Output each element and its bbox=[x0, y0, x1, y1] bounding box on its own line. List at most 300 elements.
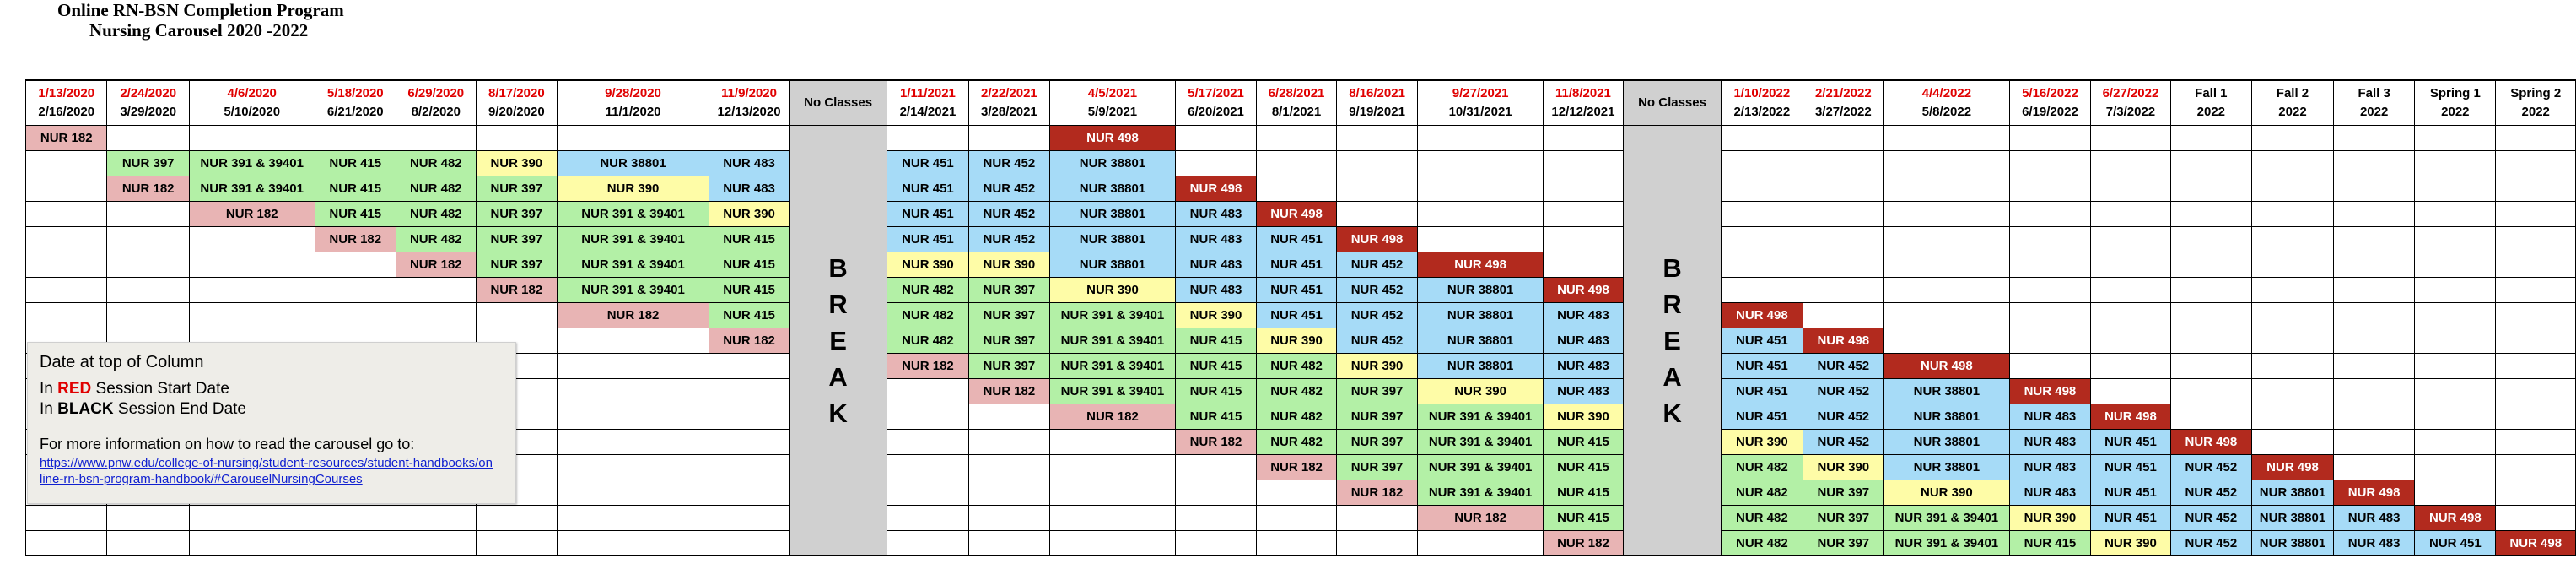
course-cell: NUR 482 bbox=[887, 303, 968, 328]
course-cell: NUR 397 bbox=[1803, 480, 1883, 506]
empty-cell bbox=[2496, 480, 2576, 506]
term-label: 2022 bbox=[2521, 105, 2550, 119]
no-classes-header: No Classes bbox=[1623, 81, 1721, 126]
empty-cell bbox=[2009, 354, 2090, 379]
empty-cell bbox=[2170, 303, 2251, 328]
course-cell: NUR 397 bbox=[1803, 506, 1883, 531]
course-cell: NUR 451 bbox=[887, 176, 968, 202]
course-cell: NUR 452 bbox=[1803, 354, 1883, 379]
course-cell: NUR 397 bbox=[1336, 379, 1417, 404]
empty-cell bbox=[476, 126, 557, 151]
session-header bbox=[709, 81, 790, 126]
empty-cell bbox=[2251, 303, 2333, 328]
session-start-date: 2/24/2020 bbox=[120, 86, 177, 100]
course-cell: NUR 498 bbox=[2251, 455, 2333, 480]
empty-cell bbox=[558, 404, 709, 430]
course-cell: NUR 415 bbox=[1543, 430, 1623, 455]
course-cell: NUR 391 & 39401 bbox=[558, 227, 709, 252]
empty-cell bbox=[1803, 227, 1883, 252]
course-cell: NUR 397 bbox=[1336, 430, 1417, 455]
course-cell: NUR 451 bbox=[2091, 480, 2171, 506]
course-cell: NUR 391 & 39401 bbox=[1884, 531, 2010, 556]
course-cell: NUR 415 bbox=[315, 202, 396, 227]
empty-cell bbox=[2009, 202, 2090, 227]
session-end-date: 6/19/2022 bbox=[2022, 105, 2078, 119]
table-row bbox=[26, 506, 2576, 531]
empty-cell bbox=[1175, 455, 1256, 480]
course-cell: NUR 451 bbox=[2415, 531, 2496, 556]
course-cell: NUR 483 bbox=[2334, 506, 2415, 531]
empty-cell bbox=[1884, 126, 2010, 151]
session-start-date: 6/27/2022 bbox=[2102, 86, 2159, 100]
session-header bbox=[1543, 81, 1623, 126]
empty-cell bbox=[2334, 151, 2415, 176]
course-cell: NUR 390 bbox=[1418, 379, 1544, 404]
empty-cell bbox=[396, 278, 477, 303]
session-header bbox=[315, 81, 396, 126]
empty-cell bbox=[1257, 151, 1337, 176]
empty-cell bbox=[558, 430, 709, 455]
session-end-date: 5/9/2021 bbox=[1087, 105, 1138, 119]
empty-cell bbox=[396, 506, 477, 531]
empty-cell bbox=[2091, 328, 2171, 354]
empty-cell bbox=[2009, 303, 2090, 328]
empty-cell bbox=[2251, 278, 2333, 303]
course-cell: NUR 38801 bbox=[1884, 379, 2010, 404]
empty-cell bbox=[189, 531, 315, 556]
empty-cell bbox=[2251, 176, 2333, 202]
empty-cell bbox=[1884, 202, 2010, 227]
empty-cell bbox=[2009, 227, 2090, 252]
course-cell: NUR 182 bbox=[1543, 531, 1623, 556]
course-cell: NUR 451 bbox=[1257, 278, 1337, 303]
carousel-title: Nursing Carousel 2020 -2022 bbox=[89, 20, 309, 41]
empty-cell bbox=[107, 227, 189, 252]
course-cell: NUR 390 bbox=[1543, 404, 1623, 430]
course-cell: NUR 498 bbox=[1722, 303, 1803, 328]
empty-cell bbox=[1336, 202, 1417, 227]
empty-cell bbox=[2415, 303, 2496, 328]
course-cell: NUR 415 bbox=[1543, 480, 1623, 506]
empty-cell bbox=[1257, 176, 1337, 202]
empty-cell bbox=[2170, 252, 2251, 278]
handbook-link[interactable]: https://www.pnw.edu/college-of-nursing/student-resources/student-handbooks/online-rn-bsn-program-handbook/#CarouselNursingCourses bbox=[40, 456, 493, 486]
course-cell: NUR 498 bbox=[1336, 227, 1417, 252]
session-end-date: 9/20/2020 bbox=[488, 105, 545, 119]
empty-cell bbox=[1803, 202, 1883, 227]
empty-cell bbox=[476, 303, 557, 328]
empty-cell bbox=[1543, 151, 1623, 176]
course-cell: NUR 452 bbox=[2170, 506, 2251, 531]
session-header bbox=[1336, 81, 1417, 126]
course-cell: NUR 391 & 39401 bbox=[1418, 430, 1544, 455]
course-cell: NUR 482 bbox=[1722, 531, 1803, 556]
course-cell: NUR 397 bbox=[968, 354, 1049, 379]
empty-cell bbox=[1050, 480, 1176, 506]
empty-cell bbox=[2415, 227, 2496, 252]
empty-cell bbox=[315, 506, 396, 531]
empty-cell bbox=[709, 354, 790, 379]
empty-cell bbox=[968, 430, 1049, 455]
term-label: Fall 3 bbox=[2358, 86, 2390, 100]
empty-cell bbox=[968, 480, 1049, 506]
session-start-date: 9/27/2021 bbox=[1452, 86, 1509, 100]
break-letter: K bbox=[828, 398, 848, 428]
empty-cell bbox=[709, 455, 790, 480]
empty-cell bbox=[189, 252, 315, 278]
empty-cell bbox=[26, 531, 107, 556]
course-cell: NUR 498 bbox=[1050, 126, 1176, 151]
legend-black-line bbox=[40, 400, 246, 419]
empty-cell bbox=[1257, 480, 1337, 506]
session-header bbox=[2009, 81, 2090, 126]
course-cell: NUR 415 bbox=[1543, 455, 1623, 480]
empty-cell bbox=[2170, 404, 2251, 430]
course-cell: NUR 451 bbox=[887, 151, 968, 176]
empty-cell bbox=[1050, 430, 1176, 455]
empty-cell bbox=[2170, 227, 2251, 252]
break-letter: E bbox=[829, 325, 847, 355]
empty-cell bbox=[315, 303, 396, 328]
break-letter: B bbox=[828, 252, 848, 283]
empty-cell bbox=[1418, 227, 1544, 252]
empty-cell bbox=[1543, 227, 1623, 252]
session-start-date: 4/6/2020 bbox=[227, 86, 277, 100]
session-header bbox=[1175, 81, 1256, 126]
empty-cell bbox=[1175, 531, 1256, 556]
empty-cell bbox=[709, 379, 790, 404]
session-header bbox=[558, 81, 709, 126]
break-letter: B bbox=[1663, 252, 1682, 283]
course-cell: NUR 390 bbox=[1336, 354, 1417, 379]
empty-cell bbox=[2496, 404, 2576, 430]
course-cell: NUR 452 bbox=[1336, 252, 1417, 278]
empty-cell bbox=[2415, 430, 2496, 455]
legend-red-word: RED bbox=[57, 380, 92, 398]
session-header bbox=[968, 81, 1049, 126]
course-cell: NUR 390 bbox=[709, 202, 790, 227]
course-cell: NUR 397 bbox=[107, 151, 189, 176]
empty-cell bbox=[558, 480, 709, 506]
empty-cell bbox=[2496, 455, 2576, 480]
course-cell: NUR 415 bbox=[315, 151, 396, 176]
table-row bbox=[26, 126, 2576, 151]
empty-cell bbox=[1175, 151, 1256, 176]
empty-cell bbox=[26, 176, 107, 202]
empty-cell bbox=[887, 126, 968, 151]
empty-cell bbox=[2496, 126, 2576, 151]
course-cell: NUR 452 bbox=[1336, 303, 1417, 328]
course-cell: NUR 390 bbox=[968, 252, 1049, 278]
header-row bbox=[26, 81, 2576, 126]
session-start-date: 5/16/2022 bbox=[2022, 86, 2078, 100]
term-label: 2022 bbox=[2441, 105, 2470, 119]
empty-cell bbox=[887, 531, 968, 556]
course-cell: NUR 38801 bbox=[1050, 151, 1176, 176]
empty-cell bbox=[107, 126, 189, 151]
empty-cell bbox=[189, 278, 315, 303]
table-row bbox=[26, 202, 2576, 227]
course-cell: NUR 391 & 39401 bbox=[558, 252, 709, 278]
empty-cell bbox=[1543, 252, 1623, 278]
empty-cell bbox=[2251, 404, 2333, 430]
session-end-date: 2/13/2022 bbox=[1733, 105, 1791, 119]
empty-cell bbox=[2415, 252, 2496, 278]
empty-cell bbox=[2496, 328, 2576, 354]
course-cell: NUR 415 bbox=[1543, 506, 1623, 531]
course-cell: NUR 452 bbox=[1336, 278, 1417, 303]
session-start-date: 11/9/2020 bbox=[721, 86, 777, 100]
empty-cell bbox=[2009, 176, 2090, 202]
empty-cell bbox=[2170, 176, 2251, 202]
empty-cell bbox=[2496, 176, 2576, 202]
course-cell: NUR 483 bbox=[2009, 430, 2090, 455]
session-end-date: 8/2/2020 bbox=[411, 105, 461, 119]
empty-cell bbox=[2496, 278, 2576, 303]
course-cell: NUR 38801 bbox=[1418, 278, 1544, 303]
course-cell: NUR 391 & 39401 bbox=[1050, 328, 1176, 354]
empty-cell bbox=[1418, 531, 1544, 556]
empty-cell bbox=[26, 506, 107, 531]
empty-cell bbox=[558, 506, 709, 531]
course-cell: NUR 415 bbox=[2009, 531, 2090, 556]
course-cell: NUR 397 bbox=[1336, 455, 1417, 480]
course-cell: NUR 482 bbox=[1722, 506, 1803, 531]
course-cell: NUR 452 bbox=[2170, 531, 2251, 556]
empty-cell bbox=[2496, 227, 2576, 252]
empty-cell bbox=[1722, 176, 1803, 202]
empty-cell bbox=[2009, 151, 2090, 176]
empty-cell bbox=[2170, 379, 2251, 404]
empty-cell bbox=[2415, 151, 2496, 176]
empty-cell bbox=[1803, 303, 1883, 328]
legend-info: For more information on how to read the carousel go to: bbox=[40, 436, 415, 452]
course-cell: NUR 391 & 39401 bbox=[1050, 354, 1176, 379]
empty-cell bbox=[1257, 126, 1337, 151]
course-cell: NUR 182 bbox=[1418, 506, 1544, 531]
empty-cell bbox=[1722, 227, 1803, 252]
session-header bbox=[26, 81, 107, 126]
table-row bbox=[26, 151, 2576, 176]
empty-cell bbox=[968, 531, 1049, 556]
empty-cell bbox=[2251, 126, 2333, 151]
legend-red-suffix: Session Start Date bbox=[91, 380, 229, 398]
course-cell: NUR 483 bbox=[2334, 531, 2415, 556]
empty-cell bbox=[476, 531, 557, 556]
course-cell: NUR 182 bbox=[107, 176, 189, 202]
empty-cell bbox=[1722, 151, 1803, 176]
empty-cell bbox=[315, 126, 396, 151]
empty-cell bbox=[968, 506, 1049, 531]
session-end-date: 5/8/2022 bbox=[1921, 105, 1972, 119]
course-cell: NUR 38801 bbox=[1418, 303, 1544, 328]
empty-cell bbox=[2415, 379, 2496, 404]
course-cell: NUR 182 bbox=[709, 328, 790, 354]
session-end-date: 5/10/2020 bbox=[224, 105, 281, 119]
empty-cell bbox=[1050, 455, 1176, 480]
empty-cell bbox=[887, 430, 968, 455]
term-header bbox=[2251, 81, 2333, 126]
session-header bbox=[1722, 81, 1803, 126]
empty-cell bbox=[2251, 354, 2333, 379]
legend-box bbox=[27, 342, 516, 504]
course-cell: NUR 451 bbox=[1257, 227, 1337, 252]
session-end-date: 8/1/2021 bbox=[1271, 105, 1322, 119]
legend-red-line bbox=[40, 380, 229, 398]
empty-cell bbox=[315, 531, 396, 556]
course-cell: NUR 482 bbox=[396, 176, 477, 202]
empty-cell bbox=[2334, 227, 2415, 252]
empty-cell bbox=[1884, 151, 2010, 176]
empty-cell bbox=[1884, 227, 2010, 252]
course-cell: NUR 482 bbox=[887, 278, 968, 303]
course-cell: NUR 452 bbox=[2170, 455, 2251, 480]
empty-cell bbox=[709, 404, 790, 430]
empty-cell bbox=[396, 303, 477, 328]
empty-cell bbox=[1722, 278, 1803, 303]
empty-cell bbox=[2091, 151, 2171, 176]
empty-cell bbox=[1418, 202, 1544, 227]
empty-cell bbox=[2334, 328, 2415, 354]
empty-cell bbox=[2091, 303, 2171, 328]
empty-cell bbox=[2251, 379, 2333, 404]
empty-cell bbox=[1803, 176, 1883, 202]
table-row bbox=[26, 303, 2576, 328]
course-cell: NUR 391 & 39401 bbox=[189, 151, 315, 176]
empty-cell bbox=[2334, 176, 2415, 202]
course-cell: NUR 483 bbox=[2009, 455, 2090, 480]
empty-cell bbox=[2334, 354, 2415, 379]
empty-cell bbox=[315, 278, 396, 303]
program-title: Online RN-BSN Completion Program bbox=[57, 0, 344, 20]
empty-cell bbox=[887, 404, 968, 430]
course-cell: NUR 38801 bbox=[1884, 404, 2010, 430]
empty-cell bbox=[2334, 202, 2415, 227]
course-cell: NUR 498 bbox=[2170, 430, 2251, 455]
course-cell: NUR 397 bbox=[476, 227, 557, 252]
empty-cell bbox=[1722, 126, 1803, 151]
course-cell: NUR 452 bbox=[968, 151, 1049, 176]
course-cell: NUR 451 bbox=[887, 227, 968, 252]
empty-cell bbox=[887, 455, 968, 480]
course-cell: NUR 451 bbox=[2091, 455, 2171, 480]
course-cell: NUR 451 bbox=[2091, 506, 2171, 531]
empty-cell bbox=[1884, 176, 2010, 202]
empty-cell bbox=[1336, 126, 1417, 151]
empty-cell bbox=[2415, 404, 2496, 430]
course-cell: NUR 451 bbox=[1722, 379, 1803, 404]
empty-cell bbox=[1803, 126, 1883, 151]
empty-cell bbox=[2415, 455, 2496, 480]
empty-cell bbox=[396, 531, 477, 556]
session-start-date: 6/28/2021 bbox=[1268, 86, 1325, 100]
course-cell: NUR 452 bbox=[2170, 480, 2251, 506]
empty-cell bbox=[2009, 252, 2090, 278]
course-cell: NUR 397 bbox=[476, 252, 557, 278]
legend-black-word: BLACK bbox=[57, 400, 114, 418]
empty-cell bbox=[2251, 202, 2333, 227]
empty-cell bbox=[2170, 328, 2251, 354]
course-cell: NUR 483 bbox=[1543, 354, 1623, 379]
empty-cell bbox=[1543, 126, 1623, 151]
course-cell: NUR 38801 bbox=[1050, 252, 1176, 278]
empty-cell bbox=[2334, 455, 2415, 480]
course-cell: NUR 482 bbox=[1722, 455, 1803, 480]
course-cell: NUR 483 bbox=[709, 151, 790, 176]
empty-cell bbox=[2251, 252, 2333, 278]
empty-cell bbox=[2251, 430, 2333, 455]
empty-cell bbox=[189, 126, 315, 151]
course-cell: NUR 390 bbox=[2009, 506, 2090, 531]
empty-cell bbox=[2170, 202, 2251, 227]
course-cell: NUR 482 bbox=[1257, 404, 1337, 430]
empty-cell bbox=[1257, 506, 1337, 531]
empty-cell bbox=[2009, 126, 2090, 151]
term-header bbox=[2170, 81, 2251, 126]
session-start-date: 9/28/2020 bbox=[605, 86, 661, 100]
legend-red-prefix: In bbox=[40, 380, 58, 398]
course-cell: NUR 452 bbox=[1336, 328, 1417, 354]
course-cell: NUR 397 bbox=[1803, 531, 1883, 556]
session-start-date: 4/4/2022 bbox=[1921, 86, 1972, 100]
course-cell: NUR 451 bbox=[1722, 354, 1803, 379]
table-row bbox=[26, 278, 2576, 303]
course-cell: NUR 483 bbox=[2009, 480, 2090, 506]
empty-cell bbox=[887, 379, 968, 404]
break-letter: E bbox=[1663, 325, 1681, 355]
empty-cell bbox=[1175, 506, 1256, 531]
empty-cell bbox=[2251, 151, 2333, 176]
course-cell: NUR 482 bbox=[396, 151, 477, 176]
session-start-date: 2/22/2021 bbox=[981, 86, 1037, 100]
empty-cell bbox=[2496, 354, 2576, 379]
course-cell: NUR 415 bbox=[1175, 354, 1256, 379]
empty-cell bbox=[2415, 328, 2496, 354]
term-label: 2022 bbox=[2278, 105, 2307, 119]
empty-cell bbox=[2496, 303, 2576, 328]
table-row bbox=[26, 531, 2576, 556]
course-cell: NUR 452 bbox=[1803, 404, 1883, 430]
break-label bbox=[790, 253, 887, 429]
course-cell: NUR 482 bbox=[1257, 379, 1337, 404]
empty-cell bbox=[709, 506, 790, 531]
course-cell: NUR 415 bbox=[709, 278, 790, 303]
course-cell: NUR 451 bbox=[1257, 303, 1337, 328]
term-header bbox=[2496, 81, 2576, 126]
course-cell: NUR 390 bbox=[476, 151, 557, 176]
break-column bbox=[790, 126, 887, 556]
course-cell: NUR 483 bbox=[1175, 202, 1256, 227]
session-end-date: 6/20/2021 bbox=[1188, 105, 1244, 119]
empty-cell bbox=[2091, 227, 2171, 252]
empty-cell bbox=[2415, 202, 2496, 227]
session-end-date: 12/12/2021 bbox=[1551, 105, 1615, 119]
course-cell: NUR 182 bbox=[1050, 404, 1176, 430]
session-end-date: 7/3/2022 bbox=[2105, 105, 2156, 119]
course-cell: NUR 390 bbox=[1175, 303, 1256, 328]
empty-cell bbox=[2496, 151, 2576, 176]
session-start-date: 6/29/2020 bbox=[407, 86, 465, 100]
term-label: Spring 1 bbox=[2429, 86, 2481, 100]
empty-cell bbox=[476, 506, 557, 531]
empty-cell bbox=[1257, 531, 1337, 556]
session-header bbox=[107, 81, 189, 126]
empty-cell bbox=[968, 126, 1049, 151]
empty-cell bbox=[2170, 354, 2251, 379]
empty-cell bbox=[2170, 126, 2251, 151]
course-cell: NUR 391 & 39401 bbox=[1418, 480, 1544, 506]
course-cell: NUR 182 bbox=[189, 202, 315, 227]
